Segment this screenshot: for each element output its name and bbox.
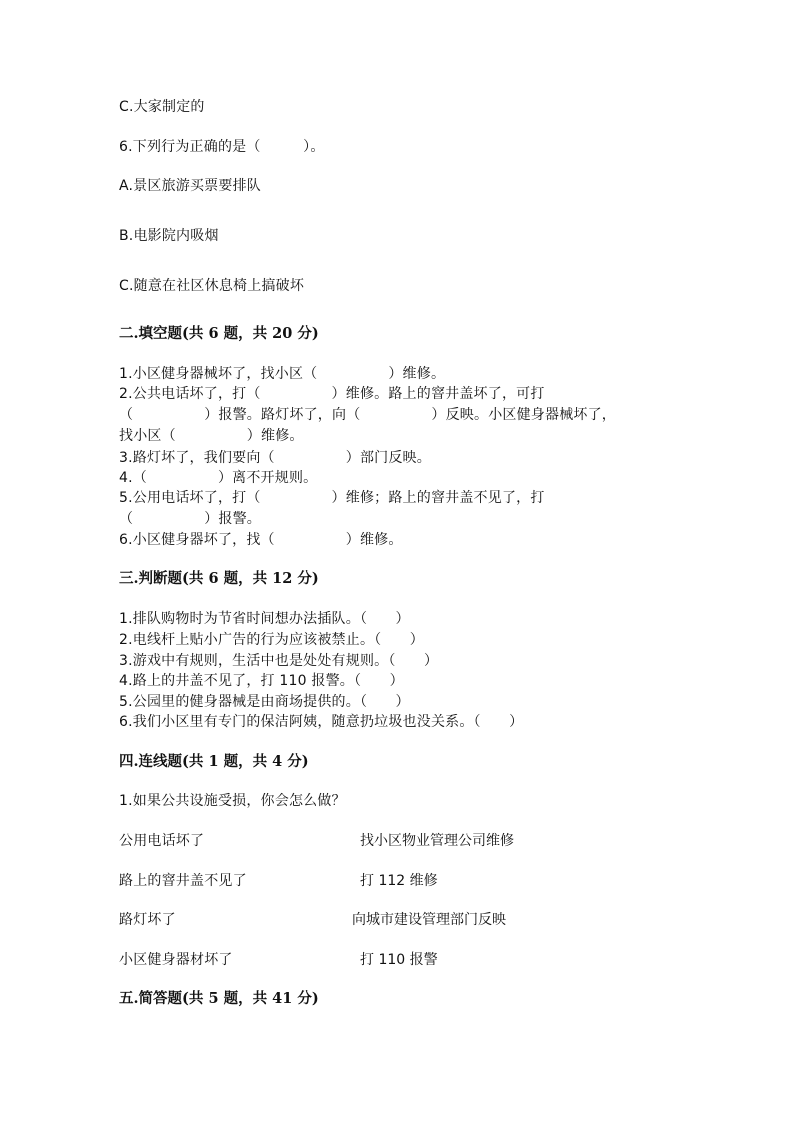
q6-option-a: A.景区旅游买票要排队: [119, 178, 261, 194]
judge-line: 1.排队购物时为节省时间想办法插队。（ ）: [119, 611, 410, 627]
q6-stem: 6.下列行为正确的是（ ）。: [119, 139, 325, 155]
matching-question: 1.如果公共设施受损，你会怎么做？: [119, 793, 346, 809]
judge-line: 6.我们小区里有专门的保洁阿姨，随意扔垃圾也没关系。（ ）: [119, 714, 524, 730]
match-right-item: 打 112 维修: [360, 873, 438, 889]
match-left-item: 公用电话坏了: [119, 833, 205, 849]
fill-line: 6.小区健身器坏了，找（ ）维修。: [119, 532, 403, 548]
judge-line: 4.路上的井盖不见了，打 110 报警。（ ）: [119, 673, 404, 689]
fill-line: 4.（ ）离不开规则。: [119, 470, 318, 486]
match-right-item: 找小区物业管理公司维修: [360, 833, 514, 849]
judge-line: 5.公园里的健身器械是由商场提供的。（ ）: [119, 694, 410, 710]
fill-line: （ ）报警。路灯坏了，向（ ）反映。小区健身器械坏了，: [119, 407, 616, 423]
section4-heading: 四.连线题(共 1 题，共 4 分): [119, 753, 309, 770]
match-left-item: 路上的窨井盖不见了: [119, 873, 247, 889]
fill-line: 2.公共电话坏了，打（ ）维修。路上的窨井盖坏了，可打: [119, 386, 545, 402]
judge-line: 2.电线杆上贴小广告的行为应该被禁止。（ ）: [119, 632, 424, 648]
section2-heading: 二.填空题(共 6 题，共 20 分): [119, 325, 319, 342]
q6-option-b: B.电影院内吸烟: [119, 228, 219, 244]
match-left-item: 路灯坏了: [119, 912, 176, 928]
q6-option-c: C.随意在社区休息椅上搞破坏: [119, 278, 305, 294]
section5-heading: 五.简答题(共 5 题，共 41 分): [119, 990, 319, 1007]
fill-line: 找小区（ ）维修。: [119, 428, 304, 444]
judge-line: 3.游戏中有规则，生活中也是处处有规则。（ ）: [119, 653, 439, 669]
match-right-item: 打 110 报警: [360, 952, 438, 968]
q5-option-c: C.大家制定的: [119, 99, 205, 115]
fill-line: 3.路灯坏了，我们要向（ ）部门反映。: [119, 450, 431, 466]
fill-line: 1.小区健身器械坏了，找小区（ ）维修。: [119, 366, 446, 382]
section3-heading: 三.判断题(共 6 题，共 12 分): [119, 570, 319, 587]
fill-line: （ ）报警。: [119, 511, 261, 527]
match-left-item: 小区健身器材坏了: [119, 952, 233, 968]
match-right-item: 向城市建设管理部门反映: [352, 912, 506, 928]
fill-line: 5.公用电话坏了，打（ ）维修；路上的窨井盖不见了，打: [119, 490, 545, 506]
